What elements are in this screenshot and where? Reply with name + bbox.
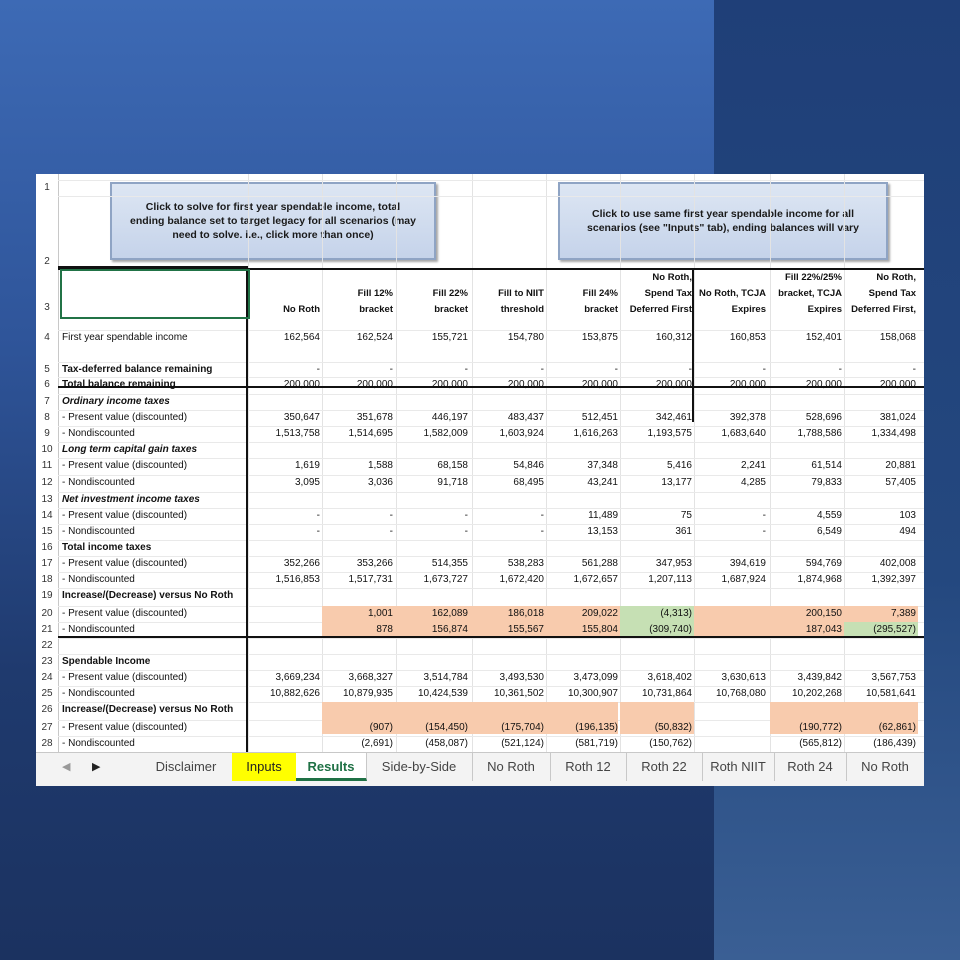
grid-line: [58, 492, 924, 493]
grid-line: [58, 524, 924, 525]
value-cell[interactable]: -: [912, 364, 916, 375]
row-number[interactable]: 13: [41, 494, 53, 505]
value-cell[interactable]: 5,416: [666, 460, 692, 471]
value-cell[interactable]: 57,405: [885, 477, 916, 488]
row-label[interactable]: Spendable Income: [62, 656, 151, 667]
value-cell[interactable]: 3,514,784: [423, 672, 468, 683]
value-cell[interactable]: 200,000: [805, 379, 842, 390]
value-cell[interactable]: -: [464, 364, 468, 375]
column-header[interactable]: No Roth,: [876, 272, 916, 283]
column-header[interactable]: No Roth, TCJA: [698, 288, 766, 299]
row-number[interactable]: 6: [44, 379, 50, 390]
column-header[interactable]: Fill 22%: [432, 288, 468, 299]
value-cell[interactable]: (309,740): [649, 624, 692, 635]
value-cell[interactable]: -: [762, 510, 766, 521]
row-number[interactable]: 9: [44, 428, 50, 439]
value-cell[interactable]: 103: [899, 510, 916, 521]
value-cell[interactable]: 10,300,907: [567, 688, 618, 699]
row-number[interactable]: 28: [41, 738, 53, 749]
value-cell[interactable]: 162,524: [356, 332, 393, 343]
value-cell[interactable]: 155,567: [507, 624, 544, 635]
value-cell[interactable]: 1,582,009: [423, 428, 468, 439]
value-cell[interactable]: -: [540, 510, 544, 521]
column-header[interactable]: Fill 22%/25%: [784, 272, 842, 283]
column-header[interactable]: Fill to NIIT: [498, 288, 544, 299]
value-cell[interactable]: 352,266: [283, 558, 320, 569]
row-number[interactable]: 17: [41, 558, 53, 569]
row-number[interactable]: 14: [41, 510, 53, 521]
value-cell[interactable]: 3,630,613: [721, 672, 766, 683]
column-header[interactable]: bracket: [584, 304, 618, 315]
value-cell[interactable]: 37,348: [587, 460, 618, 471]
value-cell[interactable]: -: [389, 510, 393, 521]
value-cell[interactable]: 446,197: [431, 412, 468, 423]
value-cell[interactable]: 353,266: [356, 558, 393, 569]
grid-line: [58, 654, 924, 655]
value-cell[interactable]: 483,437: [507, 412, 544, 423]
row-label[interactable]: - Nondiscounted: [62, 738, 135, 749]
column-header[interactable]: Fill 12%: [357, 288, 393, 299]
row-number[interactable]: 2: [44, 256, 50, 267]
sheet-tab-side-by-side[interactable]: Side-by-Side: [366, 753, 473, 781]
row-number[interactable]: 22: [41, 640, 53, 651]
row-number[interactable]: 26: [41, 704, 53, 715]
value-cell[interactable]: 10,879,935: [342, 688, 393, 699]
value-cell[interactable]: 1,687,924: [721, 574, 766, 585]
value-cell[interactable]: 160,312: [655, 332, 692, 343]
row-number[interactable]: 27: [41, 722, 53, 733]
grid-line: [322, 174, 323, 752]
sheet-tab-results[interactable]: Results: [296, 753, 367, 781]
sheet-tab-bar: [36, 752, 924, 786]
value-cell[interactable]: -: [389, 526, 393, 537]
value-cell[interactable]: 200,000: [507, 379, 544, 390]
value-cell[interactable]: 512,451: [581, 412, 618, 423]
value-cell[interactable]: -: [838, 364, 842, 375]
row-number[interactable]: 3: [44, 302, 50, 313]
value-cell[interactable]: 158,068: [879, 332, 916, 343]
row-label[interactable]: Increase/(Decrease) versus No Roth: [62, 704, 234, 715]
column-header[interactable]: No Roth,: [652, 272, 692, 283]
value-cell[interactable]: -: [316, 364, 320, 375]
row-number[interactable]: 19: [41, 590, 53, 601]
value-cell[interactable]: 3,618,402: [647, 672, 692, 683]
value-cell[interactable]: 13,153: [587, 526, 618, 537]
value-cell[interactable]: 538,283: [507, 558, 544, 569]
grid-line: [58, 588, 924, 589]
value-cell[interactable]: 79,833: [811, 477, 842, 488]
row-label[interactable]: - Nondiscounted: [62, 574, 135, 585]
value-cell[interactable]: 153,875: [581, 332, 618, 343]
grid-line: [472, 174, 473, 752]
value-cell[interactable]: 1,673,727: [423, 574, 468, 585]
value-cell[interactable]: 594,769: [805, 558, 842, 569]
value-cell[interactable]: 1,334,498: [871, 428, 916, 439]
row-number[interactable]: 20: [41, 608, 53, 619]
value-cell[interactable]: 1,001: [367, 608, 393, 619]
value-cell[interactable]: 209,022: [581, 608, 618, 619]
table-border: [58, 636, 924, 638]
value-cell[interactable]: 350,647: [283, 412, 320, 423]
grid-line: [58, 362, 924, 363]
value-cell[interactable]: -: [316, 510, 320, 521]
value-cell[interactable]: (4,313): [660, 608, 692, 619]
sheet-tab-roth-niit[interactable]: Roth NIIT: [702, 753, 775, 781]
column-header[interactable]: No Roth: [283, 304, 320, 315]
row-label[interactable]: Tax-deferred balance remaining: [62, 364, 213, 375]
value-cell[interactable]: 155,804: [581, 624, 618, 635]
value-cell[interactable]: 20,881: [885, 460, 916, 471]
value-cell[interactable]: 200,000: [729, 379, 766, 390]
value-cell[interactable]: 2,241: [740, 460, 766, 471]
column-header[interactable]: Spend Tax: [644, 288, 692, 299]
solve-button-label: Click to solve for first year spendable income, total ending balance set to target legacy for all scenarios (may need to solve. i.e., click more than once): [130, 201, 416, 241]
value-cell[interactable]: 75: [680, 510, 692, 521]
row-label[interactable]: - Present value (discounted): [62, 608, 188, 619]
value-cell[interactable]: -: [762, 526, 766, 537]
value-cell[interactable]: 10,882,626: [269, 688, 320, 699]
value-cell[interactable]: -: [540, 364, 544, 375]
row-number[interactable]: 1: [44, 182, 50, 193]
value-cell[interactable]: (521,124): [501, 738, 544, 749]
scroll-left-icon[interactable]: ◀: [62, 760, 71, 773]
value-cell[interactable]: 200,000: [879, 379, 916, 390]
grid-line: [620, 174, 621, 752]
grid-line: [58, 180, 924, 181]
row-number[interactable]: 15: [41, 526, 53, 537]
value-cell[interactable]: 7,389: [890, 608, 916, 619]
value-cell[interactable]: 10,731,864: [641, 688, 692, 699]
grid-line: [58, 540, 924, 541]
table-border: [58, 386, 924, 388]
grid-line: [58, 686, 924, 687]
value-cell[interactable]: 68,495: [513, 477, 544, 488]
value-cell[interactable]: (565,812): [799, 738, 842, 749]
value-cell[interactable]: -: [464, 526, 468, 537]
row-number[interactable]: 12: [41, 477, 53, 488]
grid-line: [546, 174, 547, 752]
spreadsheet-window: [36, 174, 924, 786]
table-border: [58, 266, 248, 268]
value-cell[interactable]: 154,780: [507, 332, 544, 343]
grid-line: [58, 475, 924, 476]
highlight-cell: [322, 702, 618, 734]
value-cell[interactable]: (907): [369, 722, 393, 733]
grid-line: [58, 458, 924, 459]
value-cell[interactable]: 10,581,641: [865, 688, 916, 699]
value-cell[interactable]: -: [688, 364, 692, 375]
value-cell[interactable]: 494: [899, 526, 916, 537]
value-cell[interactable]: 361: [675, 526, 692, 537]
value-cell[interactable]: -: [464, 510, 468, 521]
value-cell[interactable]: 10,424,539: [417, 688, 468, 699]
row-label[interactable]: Total income taxes: [62, 542, 152, 553]
value-cell[interactable]: 155,721: [431, 332, 468, 343]
row-label[interactable]: - Present value (discounted): [62, 412, 188, 423]
value-cell[interactable]: 1,207,113: [648, 574, 692, 585]
value-cell[interactable]: 1,514,695: [348, 428, 393, 439]
value-cell[interactable]: 162,089: [431, 608, 468, 619]
grid-line: [396, 174, 397, 752]
same-income-macro-button[interactable]: [558, 182, 888, 260]
row-label[interactable]: - Nondiscounted: [62, 526, 135, 537]
value-cell[interactable]: 528,696: [805, 412, 842, 423]
value-cell[interactable]: 4,285: [740, 477, 766, 488]
column-header[interactable]: bracket, TCJA: [778, 288, 842, 299]
row-label[interactable]: - Nondiscounted: [62, 477, 135, 488]
grid-line: [248, 174, 249, 752]
value-cell[interactable]: -: [389, 364, 393, 375]
value-cell[interactable]: 1,874,968: [797, 574, 842, 585]
value-cell[interactable]: 156,874: [431, 624, 468, 635]
same-income-button-label: Click to use same first year spendable income for all scenarios (see "Inputs" tab), ending balances will vary: [587, 208, 859, 234]
value-cell[interactable]: 61,514: [811, 460, 842, 471]
value-cell[interactable]: 91,718: [437, 477, 468, 488]
row-label[interactable]: - Present value (discounted): [62, 672, 188, 683]
grid-line: [58, 410, 924, 411]
value-cell[interactable]: (62,861): [878, 722, 916, 733]
value-cell[interactable]: -: [762, 364, 766, 375]
value-cell[interactable]: 1,588: [367, 460, 393, 471]
row-number[interactable]: 24: [41, 672, 53, 683]
value-cell[interactable]: 200,000: [431, 379, 468, 390]
value-cell[interactable]: 3,493,530: [499, 672, 544, 683]
value-cell[interactable]: 200,000: [356, 379, 393, 390]
column-header[interactable]: threshold: [500, 304, 544, 315]
grid-line: [58, 394, 924, 395]
grid-line: [58, 377, 924, 378]
value-cell[interactable]: 152,401: [805, 332, 842, 343]
value-cell[interactable]: -: [316, 526, 320, 537]
value-cell[interactable]: 3,095: [294, 477, 320, 488]
row-number[interactable]: 11: [41, 460, 53, 471]
value-cell[interactable]: 200,000: [581, 379, 618, 390]
row-number[interactable]: 16: [41, 542, 53, 553]
sheet-tab-roth-22[interactable]: Roth 22: [626, 753, 703, 781]
row-label[interactable]: First year spendable income: [62, 332, 188, 343]
grid-line: [58, 638, 924, 639]
value-cell[interactable]: 10,768,080: [715, 688, 766, 699]
value-cell[interactable]: 13,177: [661, 477, 692, 488]
value-cell[interactable]: 43,241: [587, 477, 618, 488]
grid-line: [58, 572, 924, 573]
grid-line: [58, 736, 924, 737]
value-cell[interactable]: 68,158: [437, 460, 468, 471]
sheet-tab-disclaimer[interactable]: Disclaimer: [140, 753, 233, 781]
value-cell[interactable]: 402,008: [879, 558, 916, 569]
value-cell[interactable]: 187,043: [805, 624, 842, 635]
value-cell[interactable]: 1,193,575: [647, 428, 692, 439]
row-label[interactable]: Increase/(Decrease) versus No Roth: [62, 590, 234, 601]
column-header[interactable]: Spend Tax: [868, 288, 916, 299]
value-cell[interactable]: 3,036: [367, 477, 393, 488]
value-cell[interactable]: (2,691): [361, 738, 393, 749]
row-label[interactable]: Net investment income taxes: [62, 494, 200, 505]
grid-line: [58, 426, 924, 427]
value-cell[interactable]: 1,616,263: [573, 428, 618, 439]
value-cell[interactable]: 3,669,234: [275, 672, 320, 683]
solve-macro-button[interactable]: [110, 182, 436, 260]
value-cell[interactable]: 3,473,099: [573, 672, 618, 683]
value-cell[interactable]: 561,288: [581, 558, 618, 569]
value-cell[interactable]: 342,461: [655, 412, 692, 423]
row-label[interactable]: - Present value (discounted): [62, 460, 188, 471]
value-cell[interactable]: 1,603,924: [499, 428, 544, 439]
grid-line: [58, 330, 924, 331]
value-cell[interactable]: 3,668,327: [348, 672, 393, 683]
value-cell[interactable]: 160,853: [729, 332, 766, 343]
value-cell[interactable]: (175,704): [501, 722, 544, 733]
grid-line: [770, 174, 771, 752]
value-cell[interactable]: (150,762): [649, 738, 692, 749]
value-cell[interactable]: 200,000: [655, 379, 692, 390]
value-cell[interactable]: 1,513,758: [275, 428, 320, 439]
value-cell[interactable]: 200,150: [805, 608, 842, 619]
value-cell[interactable]: 347,953: [655, 558, 692, 569]
sheet-tab-no-roth[interactable]: No Roth: [472, 753, 551, 781]
row-number[interactable]: 5: [44, 364, 50, 375]
value-cell[interactable]: 1,517,731: [348, 574, 393, 585]
value-cell[interactable]: 6,549: [816, 526, 842, 537]
selected-cell: [60, 269, 250, 319]
row-number[interactable]: 25: [41, 688, 53, 699]
value-cell[interactable]: 1,516,853: [275, 574, 320, 585]
value-cell[interactable]: 3,439,842: [797, 672, 842, 683]
row-label[interactable]: Total balance remaining: [62, 379, 176, 390]
row-label[interactable]: Ordinary income taxes: [62, 396, 170, 407]
sheet-tab-inputs[interactable]: Inputs: [232, 753, 297, 781]
value-cell[interactable]: 3,567,753: [871, 672, 916, 683]
value-cell[interactable]: 10,361,502: [493, 688, 544, 699]
row-label[interactable]: - Present value (discounted): [62, 558, 188, 569]
row-number[interactable]: 8: [44, 412, 50, 423]
grid-line: [58, 508, 924, 509]
value-cell[interactable]: 878: [376, 624, 393, 635]
value-cell[interactable]: 1,788,586: [797, 428, 842, 439]
grid-line: [58, 196, 924, 197]
row-number[interactable]: 21: [41, 624, 53, 635]
row-label[interactable]: - Nondiscounted: [62, 624, 135, 635]
row-number[interactable]: 4: [44, 332, 50, 343]
sheet-tab-no-roth[interactable]: No Roth: [846, 753, 924, 781]
value-cell[interactable]: (581,719): [575, 738, 618, 749]
column-header[interactable]: Expires: [731, 304, 766, 315]
scroll-right-icon[interactable]: ▶: [92, 760, 101, 773]
table-border: [246, 268, 248, 752]
column-header[interactable]: Fill 24%: [582, 288, 618, 299]
row-label[interactable]: - Nondiscounted: [62, 688, 135, 699]
column-header[interactable]: Deferred First: [629, 304, 692, 315]
row-number[interactable]: 18: [41, 574, 53, 585]
value-cell[interactable]: 394,619: [729, 558, 766, 569]
value-cell[interactable]: 351,678: [356, 412, 393, 423]
value-cell[interactable]: 186,018: [507, 608, 544, 619]
value-cell[interactable]: 381,024: [879, 412, 916, 423]
row-label[interactable]: - Present value (discounted): [62, 510, 188, 521]
value-cell[interactable]: 1,619: [294, 460, 320, 471]
column-header[interactable]: bracket: [434, 304, 468, 315]
value-cell[interactable]: 1,683,640: [721, 428, 766, 439]
value-cell[interactable]: 200,000: [283, 379, 320, 390]
row-label[interactable]: Long term capital gain taxes: [62, 444, 198, 455]
grid-line: [844, 174, 845, 752]
value-cell[interactable]: -: [540, 526, 544, 537]
sheet-tab-roth-24[interactable]: Roth 24: [774, 753, 847, 781]
row-number[interactable]: 10: [41, 444, 53, 455]
value-cell[interactable]: -: [614, 364, 618, 375]
value-cell[interactable]: 1,672,657: [573, 574, 618, 585]
grid-line: [58, 556, 924, 557]
grid-line: [58, 442, 924, 443]
value-cell[interactable]: (458,087): [425, 738, 468, 749]
value-cell[interactable]: (186,439): [873, 738, 916, 749]
sheet-tab-roth-12[interactable]: Roth 12: [550, 753, 627, 781]
column-header[interactable]: bracket: [359, 304, 393, 315]
value-cell[interactable]: 162,564: [283, 332, 320, 343]
value-cell[interactable]: (196,135): [575, 722, 618, 733]
row-label[interactable]: - Present value (discounted): [62, 722, 188, 733]
value-cell[interactable]: 54,846: [513, 460, 544, 471]
row-number[interactable]: 7: [44, 396, 50, 407]
value-cell[interactable]: 10,202,268: [791, 688, 842, 699]
row-number[interactable]: 23: [41, 656, 53, 667]
column-header[interactable]: Deferred First,: [851, 304, 916, 315]
value-cell[interactable]: 392,378: [729, 412, 766, 423]
grid-line: [58, 670, 924, 671]
value-cell[interactable]: (190,772): [799, 722, 842, 733]
grid-line: [694, 174, 695, 752]
value-cell[interactable]: 11,489: [588, 510, 618, 521]
column-header[interactable]: Expires: [807, 304, 842, 315]
value-cell[interactable]: 514,355: [431, 558, 468, 569]
value-cell[interactable]: 1,672,420: [499, 574, 544, 585]
value-cell[interactable]: 1,392,397: [871, 574, 916, 585]
row-label[interactable]: - Nondiscounted: [62, 428, 135, 439]
value-cell[interactable]: (154,450): [425, 722, 468, 733]
value-cell[interactable]: (50,832): [654, 722, 692, 733]
value-cell[interactable]: (295,527): [873, 624, 916, 635]
value-cell[interactable]: 4,559: [816, 510, 842, 521]
